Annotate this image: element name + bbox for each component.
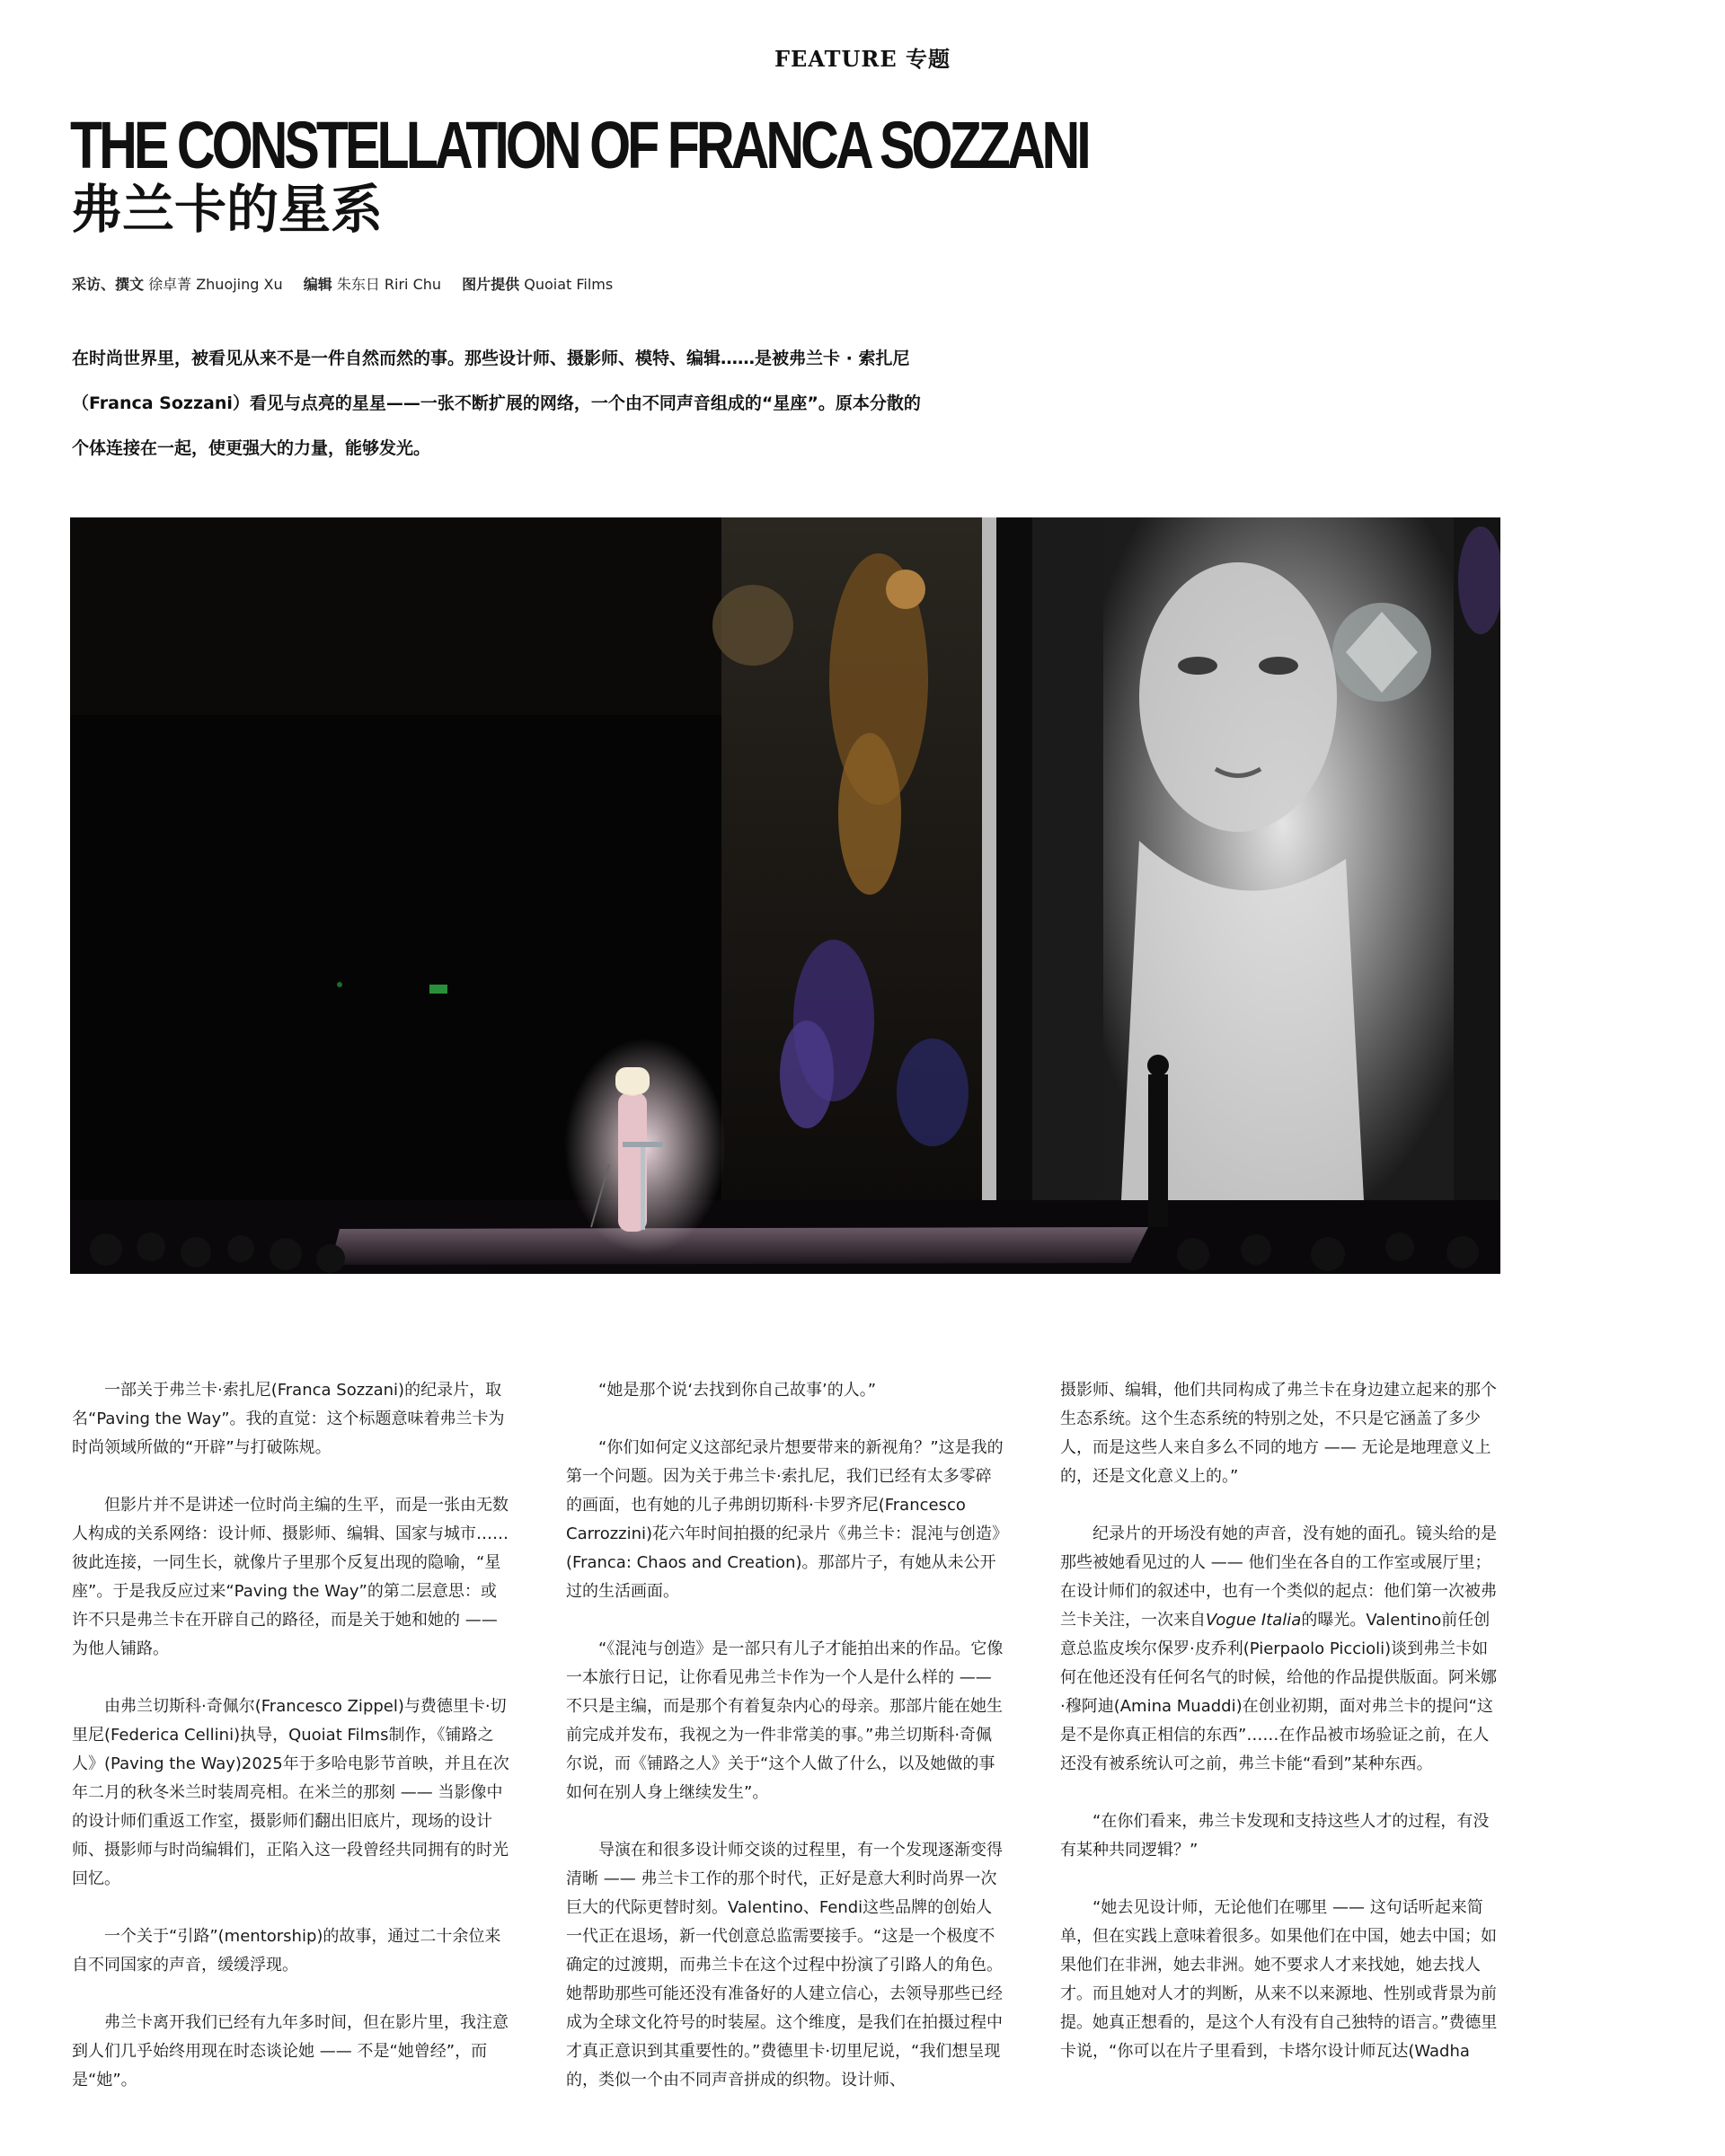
portrait-face [1139, 562, 1337, 832]
editor-name: 朱东日 Riri Chu [336, 276, 442, 293]
text-column-2 [566, 1376, 1006, 2113]
writer-label: 采访、撰文 [72, 276, 145, 293]
editor-label: 编辑 [303, 276, 332, 293]
podium [641, 1147, 645, 1230]
text-column-3 [1060, 1376, 1500, 2095]
body-paragraph [1060, 1520, 1500, 1779]
body-paragraph: 由弗兰切斯科·奇佩尔(Francesco Zippel)与费德里卡·切里尼(Federica Cellini)执导，Quoiat Films制作，《铺路之人》(Paving the Way)2025年于多哈电影节首映，并且在次年二月的秋冬米兰时装周亮相。在米兰的那刻 —— 当影像中的设计师们重返工作室，摄影师们翻出旧底片，现场的设计师、摄影师与时尚编辑们，正陷入这一段曾经共同拥有的时光回忆。 [72, 1697, 509, 1888]
interview-question: “在你们看来，弗兰卡发现和支持这些人才的过程，有没有某种共同逻辑？” [1060, 1812, 1490, 1860]
writer-name: 徐卓菁 Zhuojing Xu [148, 276, 283, 293]
article-body [72, 1376, 1500, 2113]
article-title-english: THE CONSTELLATION OF FRANCA SOZZANI [70, 108, 1088, 182]
body-paragraph: “《混沌与创造》是一部只有儿子才能拍出来的作品。它像一本旅行日记，让你看见弗兰卡作为一个人是什么样的 —— 不只是主编，而是那个有着复杂内心的母亲。那部片能在她生前完成并发布，我视之为一件非常美的事。”弗兰切斯科·奇佩尔说，而《铺路之人》关于“这个人做了什么，以及她做的事如何在别人身上继续发生”。 [566, 1639, 1004, 1802]
body-paragraph: “她去见设计师，无论他们在哪里 —— 这句话听起来简单，但在实践上意味着很多。如果他们在中国，她去中国；如果他们在非洲，她去非洲。她不要求人才来找她，她去找人才。而且她对人才的判断，从来不以来源地、性别或背景为前提。她真正想看的，是这个人有没有自己独特的语言。”费德里卡说，“你可以在片子里看到，卡塔尔设计师瓦达(Wadha [1060, 1898, 1498, 2061]
stage-scene-illustration [70, 517, 1500, 1274]
text-column-1 [72, 1376, 512, 2113]
body-text: 纪录片的开场没有她的声音，没有她的面孔。镜头给的是那些被她看见过的人 —— 他们坐在各自的工作室或展厅里；在设计师们的叙述中，也有一个类似的起点：他们第一次被弗兰卡关注，一次来自 [1060, 1524, 1497, 1630]
section-tag: FEATURE 专题 [774, 46, 951, 72]
body-paragraph: 弗兰卡离开我们已经有九年多时间，但在影片里，我注意到人们几乎始终用现在时态谈论她 —— 不是“她曾经”，而是“她”。 [72, 2013, 509, 2090]
body-text: 的曝光。Valentino前任创意总监皮埃尔保罗·皮乔利(Pierpaolo Piccioli)谈到弗兰卡如何在他还没有任何名气的时候，给他的作品提供版面。阿米娜·穆阿迪(Amina Muaddi)在创业初期，面对弗兰卡的提问“这是不是你真正相信的东西”……在作品被市场验证之前，在人还没有被系统认可之前，弗兰卡能“看到”某种东西。 [1060, 1611, 1497, 1773]
body-paragraph: 一个关于“引路”(mentorship)的故事，通过二十余位来自不同国家的声音，缓缓浮现。 [72, 1927, 501, 1975]
article-title-chinese: 弗兰卡的星系 [70, 179, 384, 240]
body-paragraph: “你们如何定义这部纪录片想要带来的新视角？”这是我的第一个问题。因为关于弗兰卡·索扎尼，我们已经有太多零碎的画面，也有她的儿子弗朗切斯科·卡罗齐尼(Francesco Carrozzini)花六年时间拍摄的纪录片《弗兰卡：混沌与创造》(Franca: Chaos and Creation)。那部片子，有她从未公开过的生活画面。 [566, 1438, 1004, 1601]
hero-photo [70, 517, 1500, 1274]
body-paragraph: 导演在和很多设计师交谈的过程里，有一个发现逐渐变得清晰 —— 弗兰卡工作的那个时代，正好是意大利时尚界一次巨大的代际更替时刻。Valentino、Fendi这些品牌的创始人一代正在退场，新一代创意总监需要接手。“这是一个极度不确定的过渡期，而弗兰卡在这个过程中扮演了引路人的角色。她帮助那些可能还没有准备好的人建立信心，去领导那些已经成为全球文化符号的时装屋。这个维度，是我们在拍摄过程中才真正意识到其重要性的。”费德里卡·切里尼说，“我们想呈现的，类似一个由不同声音拼成的织物。设计师、 [566, 1841, 1003, 2090]
photo-credit-label: 图片提供 [462, 276, 520, 293]
photo-credit-name: Quoiat Films [524, 276, 614, 293]
lede-line: （Franca Sozzani）看见与点亮的星星——一张不断扩展的网络，一个由不同声音组成的“星座”。原本分散的 [72, 393, 921, 413]
stage-floor [331, 1227, 1148, 1265]
body-paragraph: 但影片并不是讲述一位时尚主编的生平，而是一张由无数人构成的关系网络：设计师、摄影师、编辑、国家与城市……彼此连接，一同生长，就像片子里那个反复出现的隐喻，“星座”。于是我反应过来“Paving the Way”的第二层意思：或许不只是弗兰卡在开辟自己的路径，而是关于她和她的 —— 为他人铺路。 [72, 1496, 509, 1658]
body-paragraph: 一部关于弗兰卡·索扎尼(Franca Sozzani)的纪录片，取名“Paving the Way”。我的直觉：这个标题意味着弗兰卡为时尚领域所做的“开辟”与打破陈规。 [72, 1381, 505, 1457]
article-credits [72, 273, 613, 294]
body-paragraph: 摄影师、编辑，他们共同构成了弗兰卡在身边建立起来的那个生态系统。这个生态系统的特别之处，不只是它涵盖了多少人，而是这些人来自多么不同的地方 —— 无论是地理意义上的，还是文化意义上的。” [1060, 1381, 1497, 1486]
pull-quote: “她是那个说‘去找到你自己故事’的人。” [598, 1381, 877, 1400]
magazine-name: Vogue Italia [1206, 1611, 1302, 1630]
lede-line: 在时尚世界里，被看见从来不是一件自然而然的事。那些设计师、摄影师、模特、编辑……是被弗兰卡 · 索扎尼 [72, 349, 910, 368]
article-lede [72, 336, 1006, 471]
lede-line: 个体连接在一起，使更强大的力量，能够发光。 [72, 438, 431, 458]
